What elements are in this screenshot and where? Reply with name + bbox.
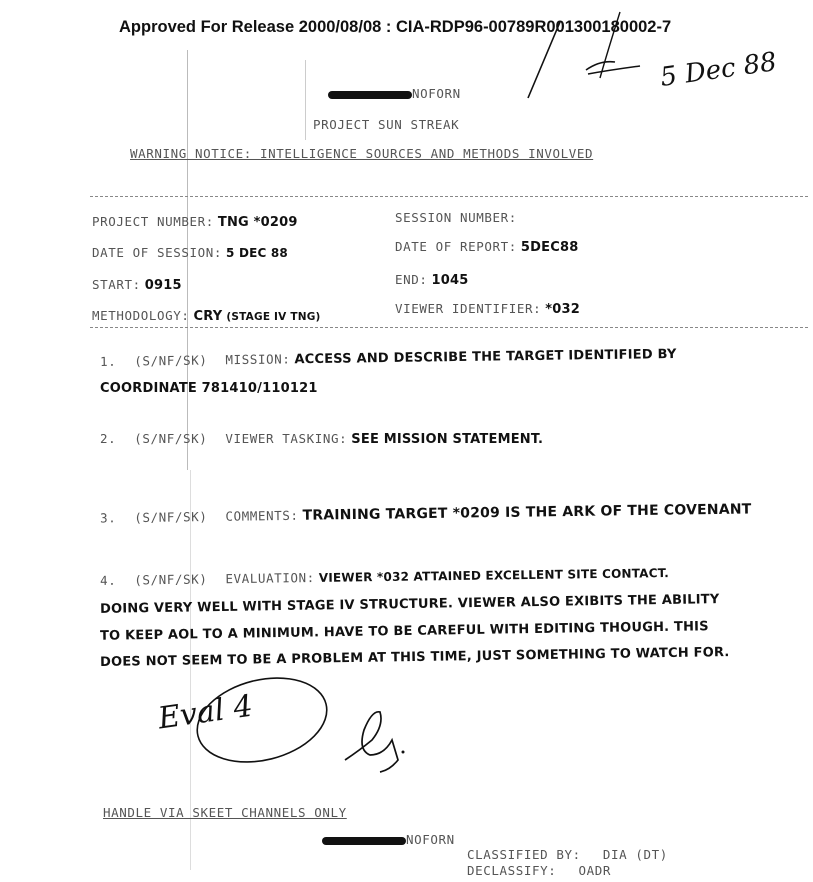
date-of-session-label: DATE OF SESSION:	[92, 245, 223, 260]
handling-caveat: HANDLE VIA SKEET CHANNELS ONLY	[103, 805, 347, 820]
divider	[90, 196, 808, 197]
item-number: 1.	[99, 353, 117, 370]
item-value: ACCESS AND DESCRIBE THE TARGET IDENTIFIED BY	[294, 346, 677, 368]
viewer-identifier-row	[395, 300, 580, 318]
methodology-row	[92, 307, 321, 325]
start-row	[92, 276, 182, 294]
evaluation-line: DOING VERY WELL WITH STAGE IV STRUCTURE. VIEWER ALSO EXIBITS THE ABILITY	[99, 592, 720, 617]
warning-notice: WARNING NOTICE: INTELLIGENCE SOURCES AND METHODS INVOLVED	[130, 146, 594, 161]
project-number-value: TNG *0209	[217, 215, 298, 230]
evaluation-line: TO KEEP AOL TO A MINIMUM. HAVE TO BE CAREFUL WITH EDITING THOUGH. THIS	[99, 619, 709, 644]
release-banner: Approved For Release 2000/08/08 : CIA-RDP96-00789R001300180002-7	[119, 18, 672, 36]
item-viewer-tasking	[100, 430, 543, 448]
date-of-report-value: 5DEC88	[520, 240, 579, 255]
item-classification: (S/NF/SK)	[134, 571, 208, 588]
divider	[90, 327, 808, 328]
viewer-identifier-value: *032	[545, 302, 581, 317]
item-label: EVALUATION:	[225, 569, 315, 587]
date-of-report-row	[395, 238, 578, 256]
classified-by-value: DIA (DT)	[602, 847, 668, 862]
methodology-label: METHODOLOGY:	[92, 308, 190, 323]
eval-note: Eval 4	[156, 688, 255, 737]
item-value: VIEWER *032 ATTAINED EXCELLENT SITE CONTACT.	[318, 566, 670, 585]
item-number: 4.	[99, 572, 117, 588]
item-number: 2.	[100, 431, 117, 446]
item-value: TRAINING TARGET *0209 IS THE ARK OF THE COVENANT	[302, 501, 752, 524]
end-row	[395, 271, 469, 289]
item-label: MISSION:	[225, 351, 291, 368]
classified-by	[467, 847, 668, 862]
redaction-bar	[328, 91, 412, 99]
item-mission-line2: COORDINATE 781410/110121	[100, 381, 318, 396]
methodology-value: CRY	[193, 309, 223, 324]
start-value: 0915	[144, 278, 182, 293]
evaluation-line: DOES NOT SEEM TO BE A PROBLEM AT THIS TIME, JUST SOMETHING TO WATCH FOR.	[99, 645, 730, 670]
item-classification: (S/NF/SK)	[134, 352, 208, 369]
viewer-identifier-label: VIEWER IDENTIFIER:	[395, 301, 542, 316]
date-of-session-row	[92, 244, 288, 262]
item-classification: (S/NF/SK)	[134, 431, 208, 446]
session-number-label: SESSION NUMBER:	[395, 210, 517, 225]
date-of-report-label: DATE OF REPORT:	[395, 239, 517, 254]
end-value: 1045	[431, 273, 469, 288]
item-classification: (S/NF/SK)	[134, 509, 208, 526]
item-value: SEE MISSION STATEMENT.	[351, 432, 544, 447]
declassify	[467, 863, 611, 878]
item-label: VIEWER TASKING:	[225, 431, 348, 446]
declassify-label: DECLASSIFY:	[467, 863, 557, 878]
project-number-row	[92, 213, 298, 231]
classified-by-label: CLASSIFIED BY:	[467, 847, 581, 862]
session-number-row	[395, 209, 517, 227]
end-label: END:	[395, 272, 428, 287]
project-number-label: PROJECT NUMBER:	[92, 214, 214, 229]
date-of-session-value: 5 DEC 88	[226, 246, 288, 260]
project-title: PROJECT SUN STREAK	[313, 117, 460, 132]
classification-header: NOFORN	[328, 86, 461, 101]
item-number: 3.	[99, 510, 117, 526]
declassify-value: OADR	[578, 863, 612, 878]
methodology-note: (STAGE IV TNG)	[226, 311, 321, 323]
redaction-bar	[322, 837, 406, 845]
item-label: COMMENTS:	[225, 507, 299, 524]
start-label: START:	[92, 277, 141, 292]
handwritten-date: 5 Dec 88	[658, 47, 779, 93]
footer-classification: NOFORN	[322, 832, 455, 847]
